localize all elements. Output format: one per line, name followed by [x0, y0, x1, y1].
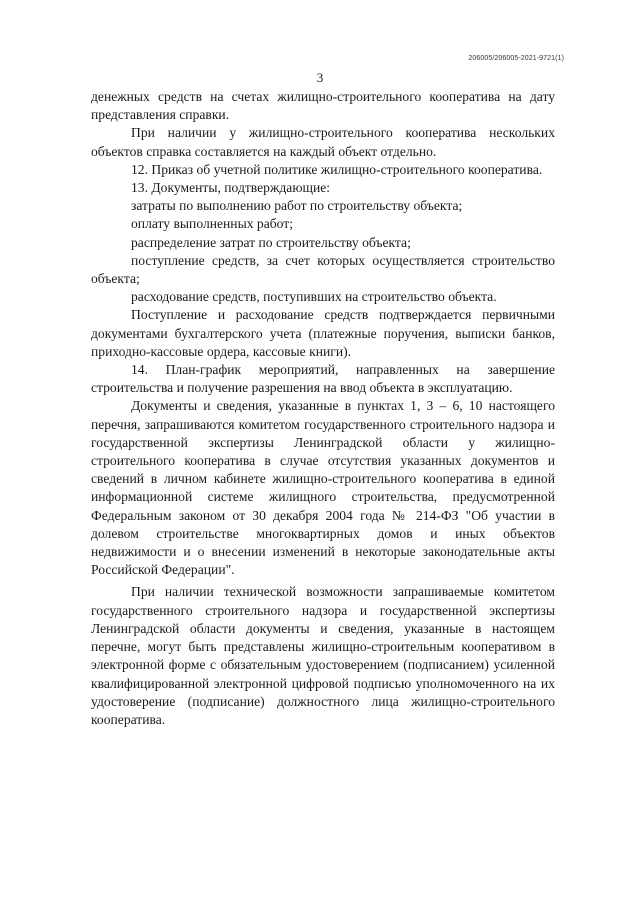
page-number: 3 — [316, 70, 324, 85]
paragraph: При наличии у жилищно-строительного кооператива нескольких объектов справка составляется на каждый объект отдельно. — [91, 125, 555, 159]
paragraph: Поступление и расходование средств подтверждается первичными документами бухгалтерского учета (платежные поручения, выписки банков, приходно-кассовые ордера, кассовые книги). — [91, 307, 555, 359]
document-body — [91, 88, 555, 729]
paragraph: При наличии технической возможности запрашиваемые комитетом государственного строительного надзора и государственной экспертизы Ленинградской области документы и сведения, указанные в настоящем перечне, могут быть представлены жилищно-строительным кооперативом в электронной форме с обязательным удостоверением (подписанием) усиленной квалифицированной электронной цифровой подписью уполномоченного на их удостоверение (подписание) должностного лица жилищно-строительного кооператива. — [91, 584, 555, 727]
paragraph: Документы и сведения, указанные в пунктах 1, 3 – 6, 10 настоящего перечня, запрашиваются комитетом государственного строительного надзора и государственной экспертизы Ленинградской области у жилищно-строительного кооператива в случае отсутствия указанных документов и сведений в личном кабинете жилищно-строительного кооператива в единой информационной системе жилищного строительства, предусмотренной Федеральным законом от 30 декабря 2004 года № 214-ФЗ "Об участии в долевом строительстве многоквартирных домов и иных объектов недвижимости и о внесении изменений в некоторые законодательные акты Российской Федерации". — [91, 398, 555, 578]
list-item: оплату выполненных работ; — [131, 216, 293, 232]
paragraph-item-14: 14. План-график мероприятий, направленных на завершение строительства и получение разрешения на ввод объекта в эксплуатацию. — [91, 362, 555, 396]
paragraph-item-13: 13. Документы, подтверждающие: — [131, 180, 331, 196]
list-item: распределение затрат по строительству объекта; — [131, 234, 411, 250]
document-id: 206005/206005-2021-9721(1) — [468, 55, 564, 62]
list-item: расходование средств, поступивших на строительство объекта. — [131, 289, 497, 305]
list-item: поступление средств, за счет которых осуществляется строительство объекта; — [91, 252, 555, 287]
paragraph-continuation: денежных средств на счетах жилищно-строительного кооператива на дату представления справки. — [91, 89, 555, 123]
paragraph-item-12: 12. Приказ об учетной политике жилищно-строительного кооператива. — [131, 161, 543, 177]
list-item: затраты по выполнению работ по строительству объекта; — [131, 198, 463, 214]
